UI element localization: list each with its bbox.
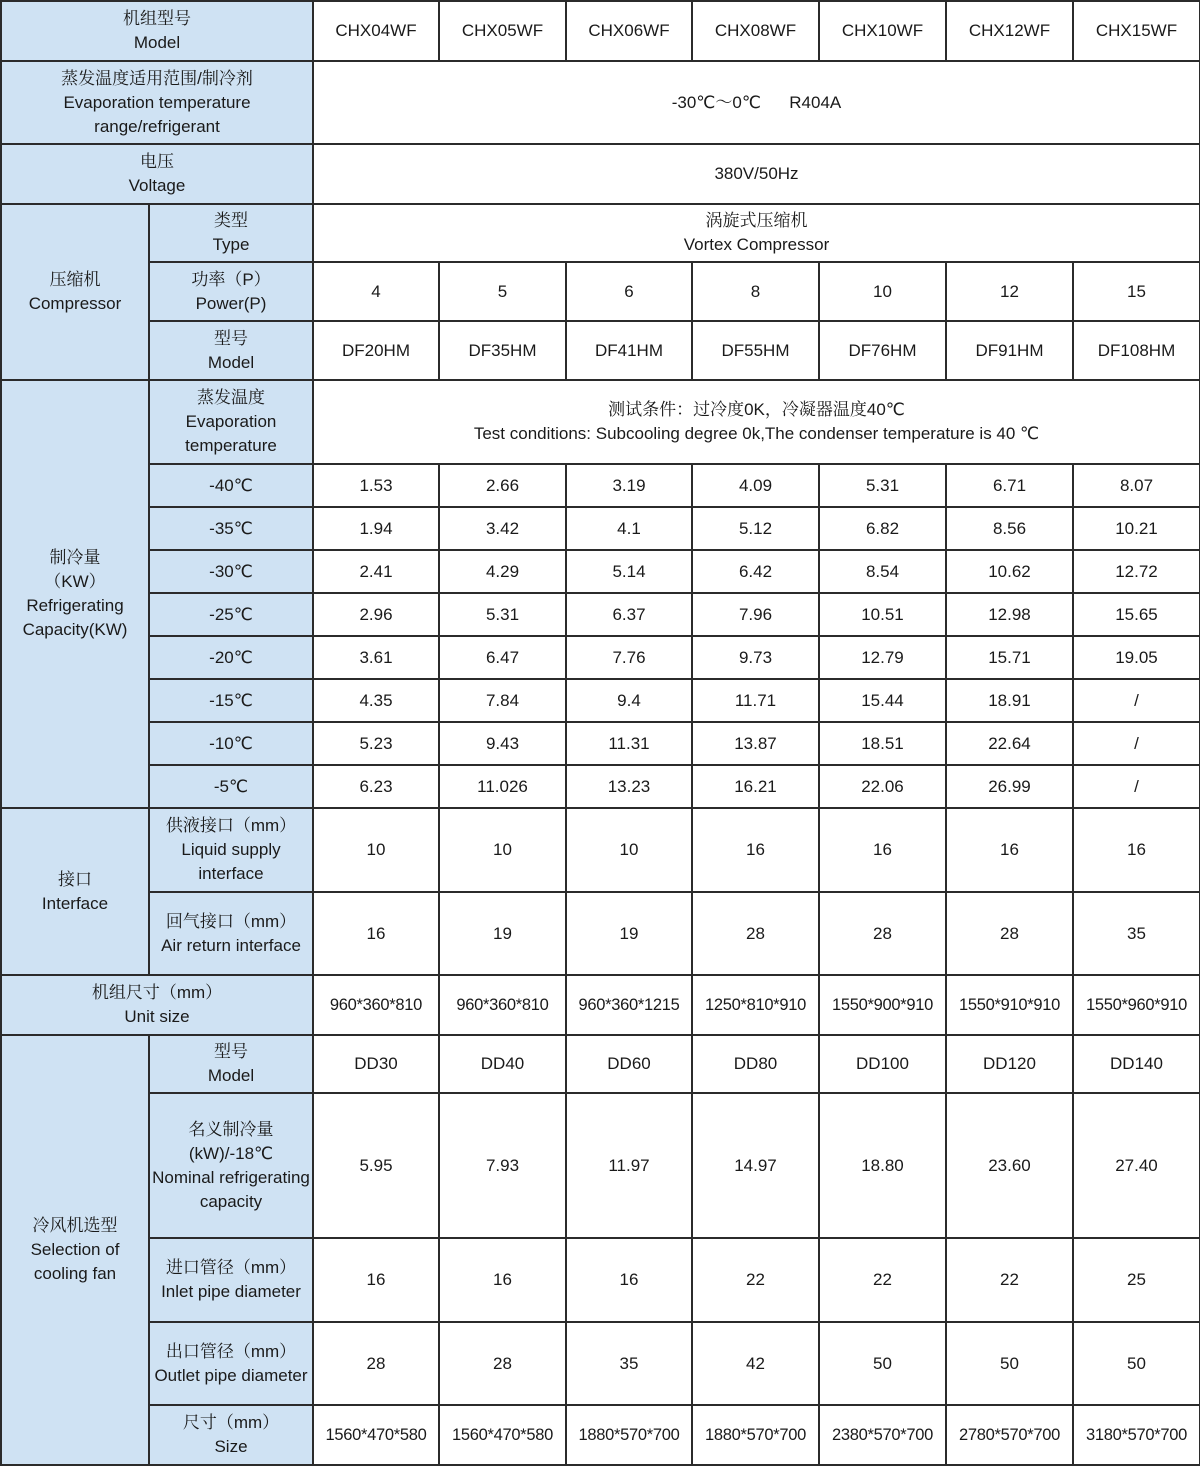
fan-size-cell: 2780*570*700 (946, 1405, 1073, 1465)
fan-nominal-cell: 14.97 (692, 1093, 819, 1238)
capacity-cell: 9.43 (439, 722, 566, 765)
air-return-row (1, 892, 1200, 975)
compressor-model-cell: DF55HM (692, 321, 819, 380)
model-cell: CHX04WF (313, 1, 439, 61)
capacity-cell: 5.31 (819, 464, 946, 507)
fan-outlet-cell: 50 (946, 1322, 1073, 1405)
unit-size-cell: 1550*900*910 (819, 975, 946, 1035)
voltage-row (1, 144, 1200, 204)
air-return-cell: 28 (946, 892, 1073, 975)
capacity-temp-label: -40℃ (149, 464, 313, 507)
capacity-cell: 7.96 (692, 593, 819, 636)
capacity-cell: 15.65 (1073, 593, 1200, 636)
model-cell: CHX06WF (566, 1, 692, 61)
fan-model-cell: DD140 (1073, 1035, 1200, 1093)
compressor-model-label: 型号 Model (149, 321, 313, 380)
fan-model-cell: DD100 (819, 1035, 946, 1093)
capacity-cell: 13.87 (692, 722, 819, 765)
capacity-cell: 22.06 (819, 765, 946, 808)
fan-model-cell: DD30 (313, 1035, 439, 1093)
capacity-cell: 18.51 (819, 722, 946, 765)
fan-model-row (1, 1035, 1200, 1093)
capacity-cell: 11.71 (692, 679, 819, 722)
liquid-supply-label: 供液接口（mm） Liquid supply interface (149, 808, 313, 892)
fan-size-cell: 2380*570*700 (819, 1405, 946, 1465)
fan-model-cell: DD60 (566, 1035, 692, 1093)
liquid-supply-cell: 10 (566, 808, 692, 892)
air-return-cell: 19 (439, 892, 566, 975)
capacity-cell: 16.21 (692, 765, 819, 808)
fan-inlet-cell: 22 (692, 1238, 819, 1322)
fan-nominal-cell: 7.93 (439, 1093, 566, 1238)
fan-inlet-cell: 25 (1073, 1238, 1200, 1322)
liquid-supply-row (1, 808, 1200, 892)
model-header-label: 机组型号 Model (1, 1, 313, 61)
capacity-temp-label: -20℃ (149, 636, 313, 679)
capacity-cell: 10.51 (819, 593, 946, 636)
unit-size-label: 机组尺寸（mm） Unit size (1, 975, 313, 1035)
fan-nominal-cell: 23.60 (946, 1093, 1073, 1238)
capacity-cell: 10.62 (946, 550, 1073, 593)
capacity-cell: 5.12 (692, 507, 819, 550)
unit-size-cell: 1250*810*910 (692, 975, 819, 1035)
fan-outlet-cell: 28 (313, 1322, 439, 1405)
capacity-cell: 3.19 (566, 464, 692, 507)
fan-size-cell: 1560*470*580 (313, 1405, 439, 1465)
fan-inlet-cell: 16 (566, 1238, 692, 1322)
capacity-cell: 7.76 (566, 636, 692, 679)
air-return-label: 回气接口（mm） Air return interface (149, 892, 313, 975)
capacity-cell: 22.64 (946, 722, 1073, 765)
capacity-cell: 15.44 (819, 679, 946, 722)
capacity-cell: 5.23 (313, 722, 439, 765)
unit-size-row (1, 975, 1200, 1035)
voltage-label: 电压 Voltage (1, 144, 313, 204)
model-cell: CHX08WF (692, 1, 819, 61)
compressor-model-cell: DF108HM (1073, 321, 1200, 380)
fan-size-cell: 1880*570*700 (566, 1405, 692, 1465)
capacity-cell: 12.72 (1073, 550, 1200, 593)
liquid-supply-cell: 16 (1073, 808, 1200, 892)
capacity-cell: 8.07 (1073, 464, 1200, 507)
capacity-temp-label: -5℃ (149, 765, 313, 808)
capacity-row (1, 636, 1200, 679)
unit-size-cell: 960*360*810 (313, 975, 439, 1035)
compressor-model-cell: DF91HM (946, 321, 1073, 380)
fan-nominal-cell: 27.40 (1073, 1093, 1200, 1238)
evaporation-range: -30℃～0℃ (671, 92, 761, 112)
fan-model-cell: DD80 (692, 1035, 819, 1093)
interface-group-label: 接口 Interface (1, 808, 149, 975)
air-return-cell: 19 (566, 892, 692, 975)
capacity-temp-label: -25℃ (149, 593, 313, 636)
capacity-cell: 19.05 (1073, 636, 1200, 679)
evaporation-range-row (1, 61, 1200, 144)
capacity-cell: 6.71 (946, 464, 1073, 507)
capacity-cell: 2.66 (439, 464, 566, 507)
fan-model-label: 型号 Model (149, 1035, 313, 1093)
model-header-row (1, 1, 1200, 61)
liquid-supply-cell: 10 (439, 808, 566, 892)
model-cell: CHX15WF (1073, 1, 1200, 61)
fan-nominal-cell: 11.97 (566, 1093, 692, 1238)
capacity-header-row (1, 380, 1200, 464)
fan-outlet-row (1, 1322, 1200, 1405)
fan-nominal-row (1, 1093, 1200, 1238)
capacity-cell: 15.71 (946, 636, 1073, 679)
capacity-cell: 11.026 (439, 765, 566, 808)
compressor-model-cell: DF76HM (819, 321, 946, 380)
unit-size-cell: 960*360*1215 (566, 975, 692, 1035)
capacity-cell: 4.09 (692, 464, 819, 507)
capacity-cell: 4.1 (566, 507, 692, 550)
capacity-row (1, 765, 1200, 808)
capacity-cell: 9.4 (566, 679, 692, 722)
unit-size-cell: 960*360*810 (439, 975, 566, 1035)
fan-nominal-label: 名义制冷量(kW)/-18℃ Nominal refrigerating capacity (149, 1093, 313, 1238)
capacity-cell: 12.79 (819, 636, 946, 679)
capacity-row (1, 722, 1200, 765)
fan-model-cell: DD120 (946, 1035, 1073, 1093)
liquid-supply-cell: 16 (692, 808, 819, 892)
capacity-cell: 1.94 (313, 507, 439, 550)
power-cell: 10 (819, 262, 946, 321)
capacity-cell: 5.14 (566, 550, 692, 593)
fan-inlet-cell: 16 (439, 1238, 566, 1322)
power-cell: 8 (692, 262, 819, 321)
fan-nominal-cell: 5.95 (313, 1093, 439, 1238)
liquid-supply-cell: 10 (313, 808, 439, 892)
capacity-cell: 4.35 (313, 679, 439, 722)
capacity-cell: 2.96 (313, 593, 439, 636)
model-cell: CHX10WF (819, 1, 946, 61)
power-cell: 4 (313, 262, 439, 321)
fan-size-label: 尺寸（mm） Size (149, 1405, 313, 1465)
fan-size-cell: 1560*470*580 (439, 1405, 566, 1465)
capacity-cell: 10.21 (1073, 507, 1200, 550)
compressor-power-label: 功率（P） Power(P) (149, 262, 313, 321)
fan-inlet-cell: 16 (313, 1238, 439, 1322)
fan-size-row (1, 1405, 1200, 1465)
fan-nominal-cell: 18.80 (819, 1093, 946, 1238)
voltage-value: 380V/50Hz (313, 144, 1200, 204)
fan-outlet-cell: 50 (819, 1322, 946, 1405)
compressor-model-row (1, 321, 1200, 380)
capacity-cell: 6.23 (313, 765, 439, 808)
air-return-cell: 35 (1073, 892, 1200, 975)
capacity-temp-label: -15℃ (149, 679, 313, 722)
unit-size-cell: 1550*960*910 (1073, 975, 1200, 1035)
capacity-cell: 5.31 (439, 593, 566, 636)
air-return-cell: 16 (313, 892, 439, 975)
capacity-cell: 6.42 (692, 550, 819, 593)
evaporation-temp-label: 蒸发温度 Evaporation temperature (149, 380, 313, 464)
power-cell: 15 (1073, 262, 1200, 321)
capacity-cell: 4.29 (439, 550, 566, 593)
fan-outlet-cell: 28 (439, 1322, 566, 1405)
capacity-cell: 3.61 (313, 636, 439, 679)
fan-outlet-label: 出口管径（mm） Outlet pipe diameter (149, 1322, 313, 1405)
fan-size-cell: 1880*570*700 (692, 1405, 819, 1465)
air-return-cell: 28 (819, 892, 946, 975)
capacity-cell: / (1073, 765, 1200, 808)
capacity-row (1, 550, 1200, 593)
fan-size-cell: 3180*570*700 (1073, 1405, 1200, 1465)
capacity-cell: 6.47 (439, 636, 566, 679)
capacity-cell: 6.82 (819, 507, 946, 550)
fan-outlet-cell: 35 (566, 1322, 692, 1405)
capacity-cell: 2.41 (313, 550, 439, 593)
evaporation-range-value (313, 61, 1200, 144)
compressor-model-cell: DF41HM (566, 321, 692, 380)
air-return-cell: 28 (692, 892, 819, 975)
fan-group-label: 冷风机选型 Selection of cooling fan (1, 1035, 149, 1465)
capacity-cell: 8.56 (946, 507, 1073, 550)
capacity-cell: 6.37 (566, 593, 692, 636)
capacity-cell: 7.84 (439, 679, 566, 722)
power-cell: 5 (439, 262, 566, 321)
fan-outlet-cell: 50 (1073, 1322, 1200, 1405)
capacity-cell: / (1073, 679, 1200, 722)
capacity-cell: / (1073, 722, 1200, 765)
capacity-group-label: 制冷量 （KW） Refrigerating Capacity(KW) (1, 380, 149, 808)
capacity-cell: 12.98 (946, 593, 1073, 636)
capacity-row (1, 593, 1200, 636)
capacity-cell: 8.54 (819, 550, 946, 593)
capacity-row (1, 464, 1200, 507)
fan-inlet-row (1, 1238, 1200, 1322)
capacity-cell: 26.99 (946, 765, 1073, 808)
capacity-cell: 3.42 (439, 507, 566, 550)
capacity-row (1, 679, 1200, 722)
power-cell: 6 (566, 262, 692, 321)
power-cell: 12 (946, 262, 1073, 321)
capacity-row (1, 507, 1200, 550)
evaporation-range-label: 蒸发温度适用范围/制冷剂 Evaporation temperature range/refrigerant (1, 61, 313, 144)
capacity-temp-label: -10℃ (149, 722, 313, 765)
unit-size-cell: 1550*910*910 (946, 975, 1073, 1035)
capacity-temp-label: -30℃ (149, 550, 313, 593)
refrigerant: R404A (789, 92, 842, 112)
compressor-model-cell: DF35HM (439, 321, 566, 380)
capacity-cell: 1.53 (313, 464, 439, 507)
test-conditions: 测试条件：过冷度0K，冷凝器温度40℃ Test conditions: Subcooling degree 0k,The condenser temperature is 40 ℃ (313, 380, 1200, 464)
compressor-model-cell: DF20HM (313, 321, 439, 380)
model-cell: CHX12WF (946, 1, 1073, 61)
fan-inlet-cell: 22 (819, 1238, 946, 1322)
compressor-type-value: 涡旋式压缩机 Vortex Compressor (313, 204, 1200, 262)
capacity-cell: 13.23 (566, 765, 692, 808)
liquid-supply-cell: 16 (946, 808, 1073, 892)
fan-outlet-cell: 42 (692, 1322, 819, 1405)
model-cell: CHX05WF (439, 1, 566, 61)
compressor-power-row (1, 262, 1200, 321)
capacity-cell: 18.91 (946, 679, 1073, 722)
fan-inlet-label: 进口管径（mm） Inlet pipe diameter (149, 1238, 313, 1322)
liquid-supply-cell: 16 (819, 808, 946, 892)
fan-model-cell: DD40 (439, 1035, 566, 1093)
compressor-group-label: 压缩机 Compressor (1, 204, 149, 380)
compressor-type-row (1, 204, 1200, 262)
fan-inlet-cell: 22 (946, 1238, 1073, 1322)
capacity-temp-label: -35℃ (149, 507, 313, 550)
capacity-cell: 11.31 (566, 722, 692, 765)
capacity-cell: 9.73 (692, 636, 819, 679)
compressor-type-label: 类型 Type (149, 204, 313, 262)
